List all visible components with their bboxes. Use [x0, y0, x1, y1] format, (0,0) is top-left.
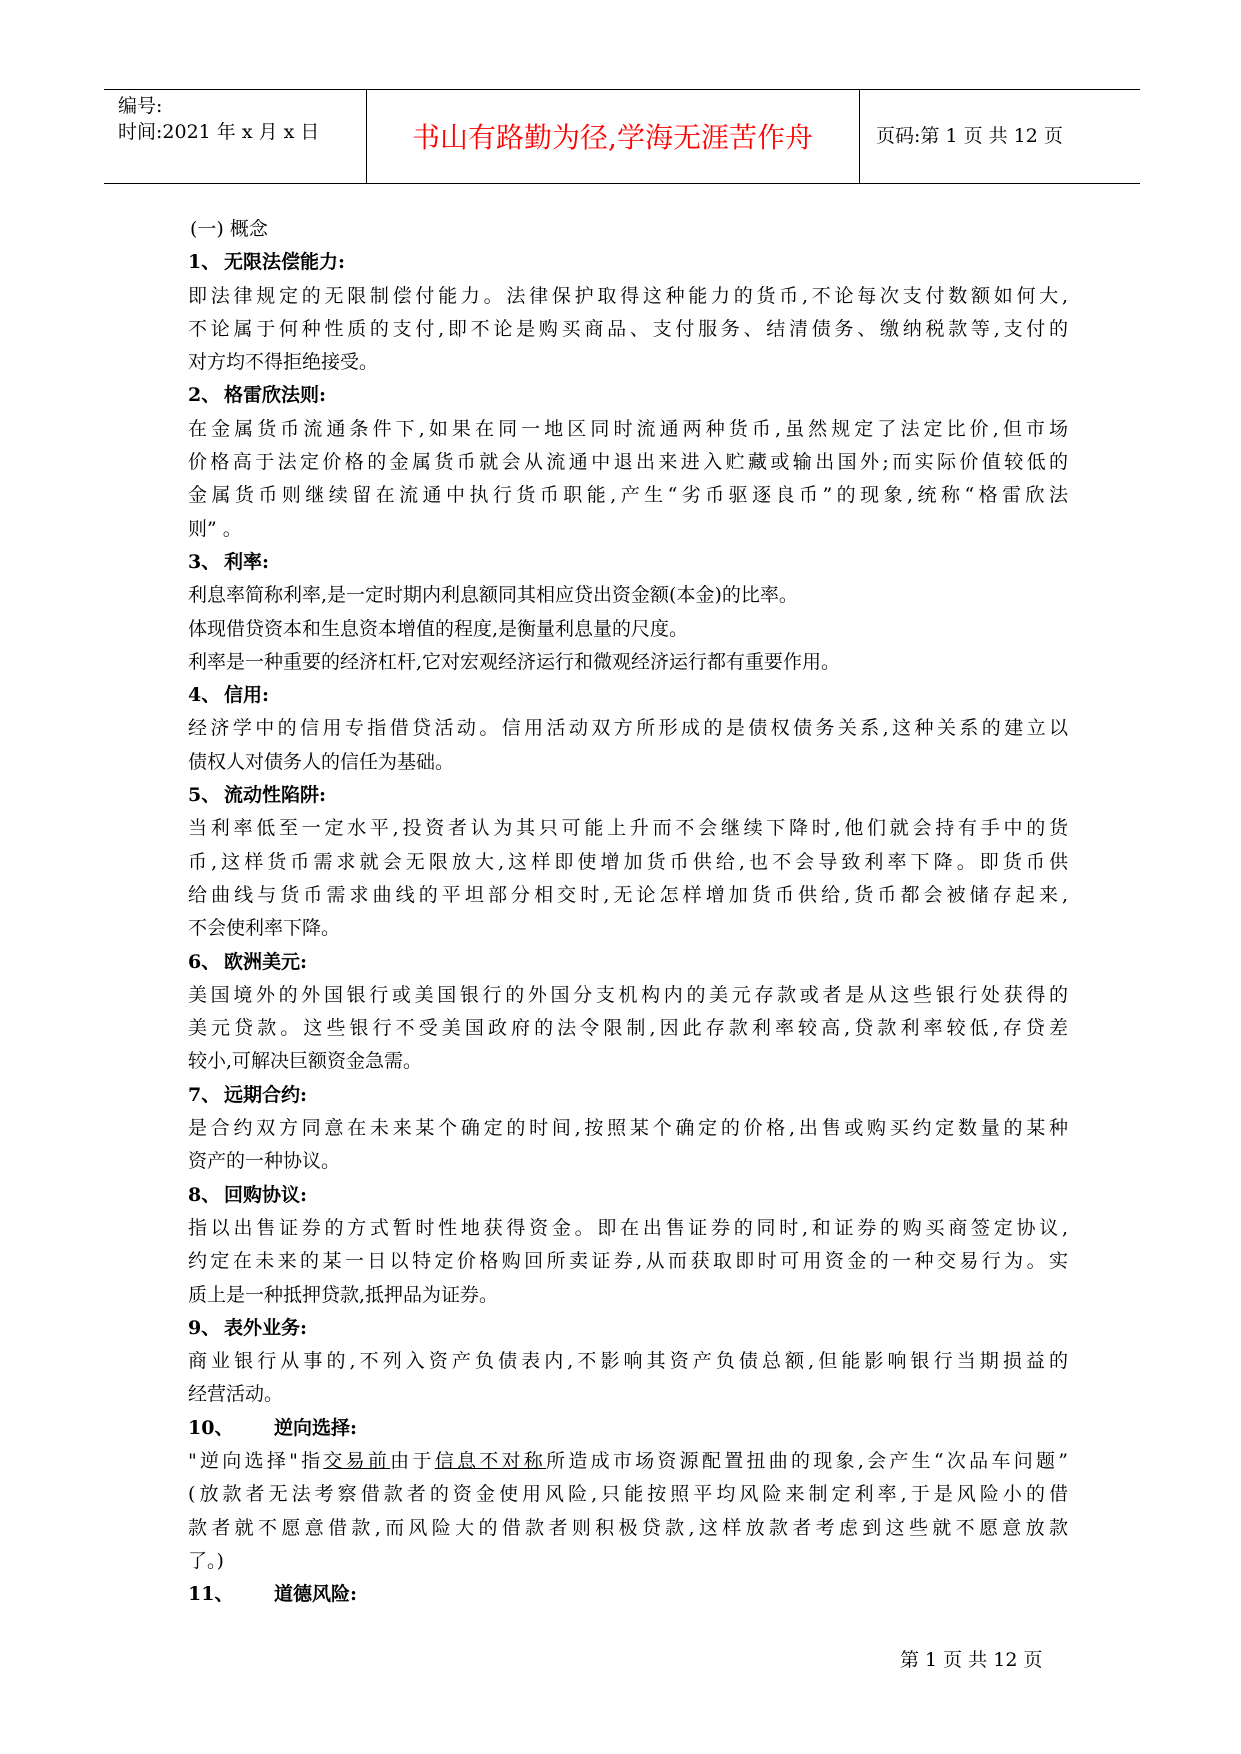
- term-heading: [188, 246, 1068, 279]
- term-text-line: 较小,可解决巨额资金急需。: [188, 1050, 423, 1073]
- term-text-line: 美元贷款。这些银行不受美国政府的法令限制,因此存款利率较高,贷款利率较低,存贷差: [188, 1017, 1068, 1040]
- term-heading: [188, 679, 1068, 712]
- term-text-line: 在金属货币流通条件下,如果在同一地区同时流通两种货币,虽然规定了法定比价,但市场: [188, 417, 1068, 440]
- term-title: 远期合约:: [224, 1083, 308, 1106]
- term-text-line: 指以出售证券的方式暂时性地获得资金。即在出售证券的同时,和证券的购买商签定协议,: [188, 1216, 1068, 1239]
- term-title: 逆向选择:: [274, 1416, 358, 1439]
- page-footer: 第 1 页 共 12 页: [900, 1649, 1043, 1671]
- term-text-line: 经营活动。: [188, 1383, 284, 1406]
- term-title: 表外业务:: [224, 1316, 308, 1339]
- text-run: 所造成市场资源配置扭曲的现象,会产生“次品车问题”: [546, 1449, 1068, 1472]
- term-number: 2、: [188, 384, 221, 407]
- term-text-line: 给曲线与货币需求曲线的平坦部分相交时,无论怎样增加货币供给,货币都会被储存起来,: [188, 883, 1068, 906]
- term-number: 9、: [188, 1316, 221, 1339]
- term-title: 格雷欣法则:: [224, 384, 327, 407]
- term-number: 10、: [188, 1416, 234, 1439]
- term-title: 利率:: [224, 550, 270, 573]
- term-heading: [188, 1578, 1068, 1611]
- term-heading: [188, 946, 1068, 979]
- document-body: [188, 213, 1068, 1611]
- term-text-line: (放款者无法考察借款者的资金使用风险,只能按照平均风险来制定利率,于是风险小的借: [188, 1483, 1068, 1506]
- term-number: 8、: [188, 1183, 221, 1206]
- term-number: 11、: [188, 1583, 234, 1606]
- term-text-line: 体现借贷资本和生息资本增值的程度,是衡量利息量的尺度。: [188, 617, 689, 640]
- term-title: 流动性陷阱:: [224, 784, 327, 807]
- term-title: 无限法偿能力:: [224, 251, 346, 274]
- term-text-line: 币,这样货币需求就会无限放大,这样即使增加货币供给,也不会导致利率下降。即货币供: [188, 850, 1068, 873]
- term-heading: [188, 1412, 1068, 1445]
- document-number-label: 编号:: [118, 95, 163, 117]
- term-heading: [188, 1179, 1068, 1212]
- term-text-line: 价格高于法定价格的金属货币就会从流通中退出来进入贮藏或输出国外;而实际价值较低的: [188, 451, 1068, 474]
- term-heading: [188, 1312, 1068, 1345]
- term-text-line: 了。): [188, 1549, 224, 1572]
- text-run: 由于: [390, 1449, 435, 1472]
- header-page-label: 页码:第 1 页 共 12 页: [876, 125, 1063, 147]
- term-text-line: 债权人对债务人的信任为基础。: [188, 750, 455, 773]
- term-title: 回购协议:: [224, 1183, 308, 1206]
- term-text-line: 是合约双方同意在未来某个确定的时间,按照某个确定的价格,出售或购买约定数量的某种: [188, 1117, 1068, 1140]
- term-number: 4、: [188, 684, 221, 707]
- term-text-line: 利息率简称利率,是一定时期内利息额同其相应贷出资金额(本金)的比率。: [188, 584, 798, 607]
- text-run: "逆向选择"指: [188, 1449, 324, 1472]
- term-text-line: 美国境外的外国银行或美国银行的外国分支机构内的美元存款或者是从这些银行处获得的: [188, 983, 1068, 1006]
- term-number: 3、: [188, 550, 221, 573]
- term-title: 欧洲美元:: [224, 950, 308, 973]
- underlined-term: 信息不对称: [434, 1449, 547, 1472]
- term-number: 5、: [188, 784, 221, 807]
- section-title: (一) 概念: [190, 218, 268, 240]
- term-text-line: 款者就不愿意借款,而风险大的借款者则积极贷款,这样放款者考虑到这些就不愿意放款: [188, 1516, 1068, 1539]
- term-text-line: 约定在未来的某一日以特定价格购回所卖证券,从而获取即时可用资金的一种交易行为。实: [188, 1250, 1068, 1273]
- term-text-line: 经济学中的信用专指借贷活动。信用活动双方所形成的是债权债务关系,这种关系的建立以: [188, 717, 1068, 740]
- term-text-line: 对方均不得拒绝接受。: [188, 351, 379, 374]
- page-header: [104, 89, 1140, 184]
- term-number: 7、: [188, 1083, 221, 1106]
- term-text-line: 即法律规定的无限制偿付能力。法律保护取得这种能力的货币,不论每次支付数额如何大,: [188, 284, 1068, 307]
- term-text-line: 质上是一种抵押贷款,抵押品为证券。: [188, 1283, 499, 1306]
- term-text-line: 则” 。: [188, 517, 242, 540]
- term-heading: [188, 1079, 1068, 1112]
- term-heading: [188, 546, 1068, 579]
- term-text-line: 利率是一种重要的经济杠杆,它对宏观经济运行和微观经济运行都有重要作用。: [188, 650, 841, 673]
- term-number: 6、: [188, 950, 221, 973]
- term-text-line: 资产的一种协议。: [188, 1150, 341, 1173]
- term-title: 道德风险:: [274, 1583, 358, 1606]
- header-divider: [859, 90, 860, 183]
- term-text-line: 不论属于何种性质的支付,即不论是购买商品、支付服务、结清债务、缴纳税款等,支付的: [188, 317, 1068, 340]
- underlined-term: 交易前: [323, 1449, 391, 1472]
- term-number: 1、: [188, 251, 221, 274]
- term-heading: [188, 779, 1068, 812]
- term-text-line: 不会使利率下降。: [188, 917, 341, 940]
- term-text-line: 金属货币则继续留在流通中执行货币职能,产生“劣币驱逐良币”的现象,统称“格雷欣法: [188, 484, 1068, 507]
- term-text-line: 当利率低至一定水平,投资者认为其只可能上升而不会继续下降时,他们就会持有手中的货: [188, 817, 1068, 840]
- term-text-line: 商业银行从事的,不列入资产负债表内,不影响其资产负债总额,但能影响银行当期损益的: [188, 1350, 1068, 1373]
- document-time-label: 时间:2021 年 x 月 x 日: [118, 121, 320, 143]
- term-title: 信用:: [224, 684, 270, 707]
- term-heading: [188, 379, 1068, 412]
- header-motto: 书山有路勤为径,学海无涯苦作舟: [412, 121, 813, 154]
- term-text-line: [188, 1445, 1068, 1478]
